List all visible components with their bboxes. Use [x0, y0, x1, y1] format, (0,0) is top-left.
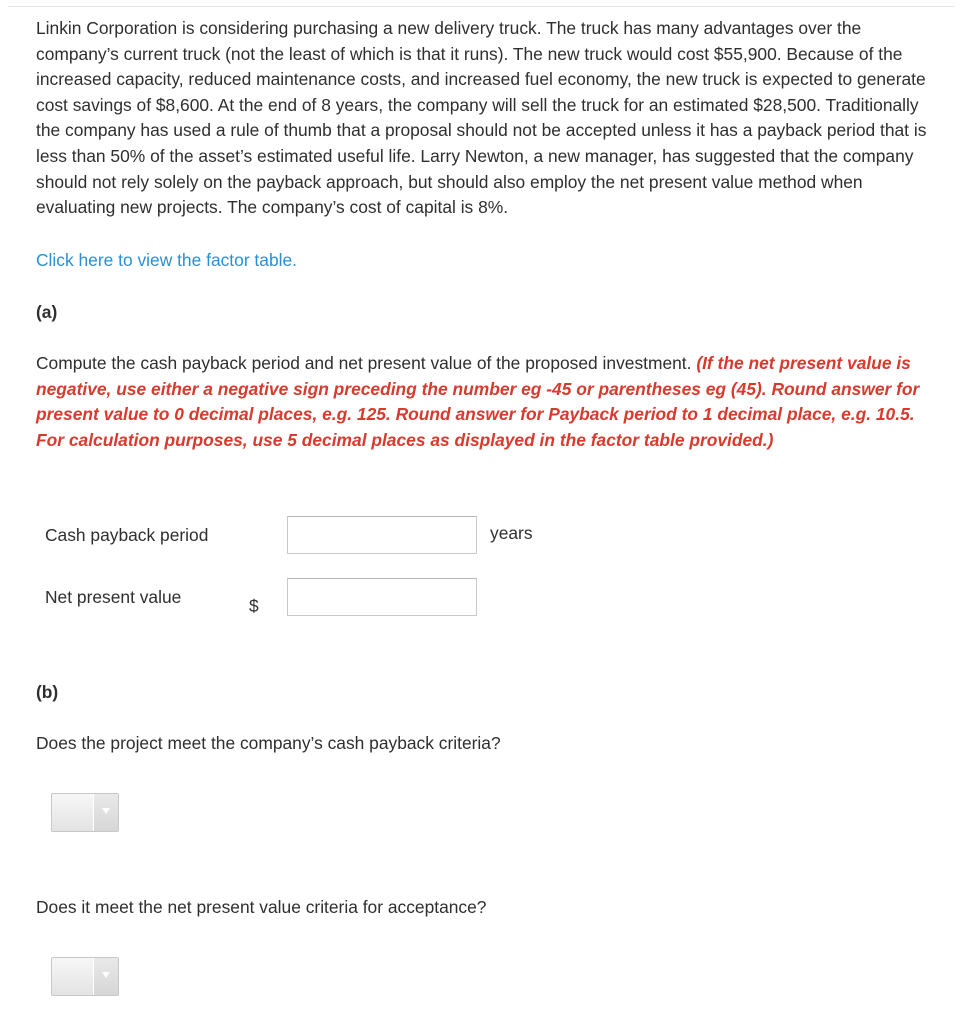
cash-payback-input[interactable]	[287, 516, 477, 554]
net-present-value-input[interactable]	[287, 578, 477, 616]
top-divider	[8, 6, 954, 7]
chevron-down-icon	[102, 808, 110, 814]
part-b-label: (b)	[36, 682, 59, 702]
net-present-value-label: Net present value	[45, 587, 182, 607]
npv-criteria-selected-value	[52, 958, 94, 995]
cash-payback-label: Cash payback period	[45, 525, 209, 545]
payback-criteria-selected-value	[52, 794, 94, 831]
years-unit-label: years	[490, 523, 533, 543]
instruction-note: (If the net present value is negative, use either a negative sign preceding the number eg -45 or parentheses eg (45). Round answer for present value to 0 decimal places, e.g. 125. Round answer for Payback period to 1 decimal place, e.g. 10.5. For calculation purposes, use 5 decimal places as displayed in the factor table provided.)	[36, 353, 920, 450]
part-a-label: (a)	[36, 302, 58, 322]
dollar-sign-label: $	[249, 596, 259, 616]
instruction-text: Compute the cash payback period and net present value of the proposed investment.	[36, 353, 692, 373]
payback-criteria-dropdown[interactable]	[51, 793, 119, 832]
npv-criteria-question: Does it meet the net present value criteria for acceptance?	[36, 897, 487, 917]
dropdown-toggle[interactable]	[93, 958, 118, 995]
npv-criteria-dropdown[interactable]	[51, 957, 119, 996]
problem-statement: Linkin Corporation is considering purchasing a new delivery truck. The truck has many advantages over the company’s current truck (not the least of which is that it runs). The new truck would cost $55,900. Because of the increased capacity, reduced maintenance costs, and increased fuel economy, the new truck is expected to generate cost savings of $8,600. At the end of 8 years, the company will sell the truck for an estimated $28,500. Traditionally the company has used a rule of thumb that a proposal should not be accepted unless it has a payback period that is less than 50% of the asset’s estimated useful life. Larry Newton, a new manager, has suggested that the company should not rely solely on the payback approach, but should also employ the net present value method when evaluating new projects. The company’s cost of capital is 8%.	[36, 18, 927, 218]
part-a-instructions	[36, 351, 940, 453]
factor-table-link[interactable]: Click here to view the factor table.	[36, 250, 297, 270]
chevron-down-icon	[102, 972, 110, 978]
payback-criteria-question: Does the project meet the company’s cash payback criteria?	[36, 733, 501, 753]
dropdown-toggle[interactable]	[93, 794, 118, 831]
